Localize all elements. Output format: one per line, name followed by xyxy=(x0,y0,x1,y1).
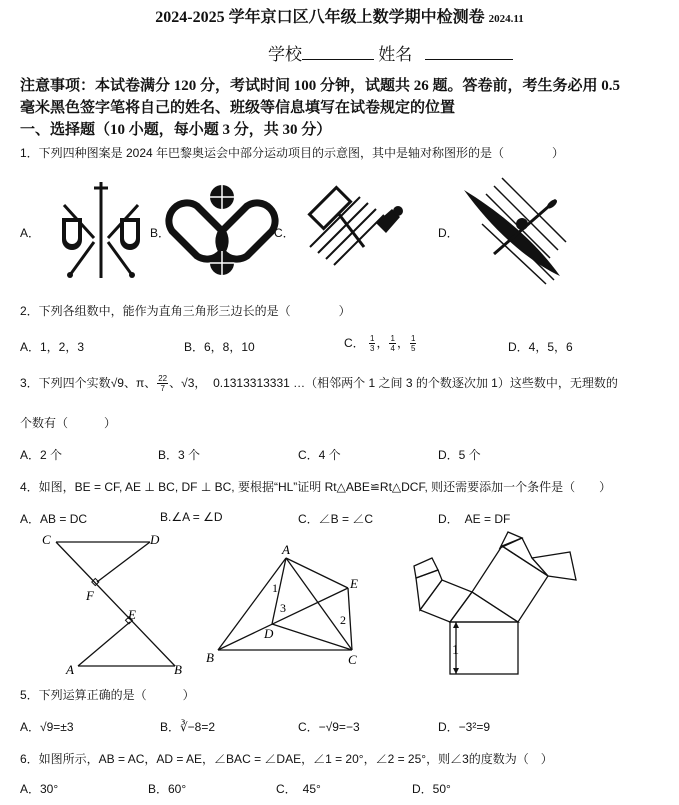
label-A: A xyxy=(282,542,290,557)
label-B: B xyxy=(174,662,182,677)
q1-option-b[interactable]: B． xyxy=(150,226,171,240)
label-D: D xyxy=(150,532,160,547)
q5-option-c[interactable]: C．−√9=−3 xyxy=(298,720,360,734)
basketball-icon xyxy=(172,183,272,279)
q3-option-a[interactable]: A．2 个 xyxy=(20,448,63,462)
q6-option-a[interactable]: A．30° xyxy=(20,782,59,796)
figure-q6-triangles xyxy=(200,540,370,670)
q6-option-d[interactable]: D．50° xyxy=(412,782,451,796)
label-E: E xyxy=(128,607,136,622)
badminton-icon xyxy=(298,183,408,273)
q5-option-b[interactable]: B．∛−8=2 xyxy=(160,720,216,734)
q2-option-c-prefix: C． xyxy=(344,336,365,350)
q4-stem: 4．如图，BE = CF, AE ⊥ BC, DF ⊥ BC, 要根据“HL”证明 Rt△ABE≌Rt△DCF, 则还需要添加一个条件是（ ） xyxy=(20,480,612,494)
title-text: 2024-2025 学年京口区八年级上数学期中检测卷 xyxy=(155,9,485,26)
school-label: 学校 xyxy=(268,45,302,64)
sqrt-9: √9 xyxy=(110,376,124,390)
q5-option-d[interactable]: D．−3²=9 xyxy=(438,720,491,734)
fraction-1-3: $\frac{1}{3}$ xyxy=(370,334,375,354)
q3-stem: 3．下列四个实数√9、π、 $\frac{22}{7}$、√3， 0.1313313331 …（相邻两个 1 之间 3 的个数逐次加 1）这些数中，无理数的 xyxy=(20,374,618,394)
q2-stem: 2．下列各组数中，能作为直角三角形三边长的是（ ） xyxy=(20,304,351,318)
q1-stem: 1．下列四种图案是 2024 年巴黎奥运会中部分运动项目的示意图，其中是轴对称图形的是（ ） xyxy=(20,146,565,160)
q2-option-a[interactable]: A．1，2，3 xyxy=(20,340,85,354)
q1-option-d[interactable]: D． xyxy=(438,226,459,240)
q1-option-c[interactable]: C． xyxy=(274,226,295,240)
label-C: C xyxy=(42,532,51,547)
q4-option-b[interactable]: B.∠A = ∠D xyxy=(160,510,223,524)
q3-option-c[interactable]: C．4 个 xyxy=(298,448,341,462)
q6-option-b[interactable]: B．60° xyxy=(148,782,187,796)
label-E: E xyxy=(350,576,358,591)
label-D: D xyxy=(264,626,274,641)
label-A: A xyxy=(66,662,74,677)
label-C: C xyxy=(348,652,357,667)
label-F: F xyxy=(86,588,94,603)
exam-date: 2024.11 xyxy=(488,13,524,25)
q3-option-d[interactable]: D．5 个 xyxy=(438,448,481,462)
side-length-1: 1 xyxy=(452,643,459,658)
canoe-icon xyxy=(460,176,572,286)
q5-stem: 5．下列运算正确的是（ ） xyxy=(20,688,195,702)
q3-stem-end: 个数有（ ） xyxy=(20,416,117,430)
figure-q4-triangles xyxy=(30,530,200,680)
exam-title xyxy=(0,4,679,27)
section-heading: 一、选择题（10 小题，每小题 3 分，共 30 分） xyxy=(20,122,332,138)
q2-option-c[interactable]: C． $\frac{1}{3}$， $\frac{1}{4}$， $\frac{1}{5}$ xyxy=(344,334,416,354)
q6-option-c[interactable]: C． 45° xyxy=(276,782,321,796)
angle-1: 1 xyxy=(272,581,278,595)
fraction-1-4: $\frac{1}{4}$ xyxy=(390,334,395,354)
label-B: B xyxy=(206,650,214,665)
notice-line-1: 注意事项：本试卷满分 120 分，考试时间 100 分钟，试题共 26 题。答卷前，考生务必用 0.5 xyxy=(20,78,621,94)
q4-option-d[interactable]: D． AE = DF xyxy=(438,512,511,526)
school-blank[interactable] xyxy=(302,45,374,60)
q1-option-a[interactable]: A． xyxy=(20,226,41,240)
q4-option-c[interactable]: C．∠B = ∠C xyxy=(298,512,374,526)
angle-2: 2 xyxy=(340,613,346,627)
q3-option-b[interactable]: B．3 个 xyxy=(158,448,201,462)
figure-pythagoras-tree xyxy=(412,530,582,680)
angle-3: 3 xyxy=(280,601,286,615)
notice-line-2: 毫米黑色签字笔将自己的姓名、班级等信息填写在试卷规定的位置 xyxy=(20,100,456,116)
fencing-icon xyxy=(44,180,154,280)
q6-stem: 6．如图所示，AB = AC，AD = AE，∠BAC = ∠DAE，∠1 = 20°，∠2 = 25°，则∠3的度数为（ ） xyxy=(20,752,553,766)
sqrt-3: 、√3， xyxy=(169,376,207,390)
q5-option-a[interactable]: A．√9=±3 xyxy=(20,720,74,734)
q2-option-d[interactable]: D．4，5，6 xyxy=(508,340,573,354)
school-name-line xyxy=(268,40,513,65)
q2-option-b[interactable]: B．6，8，10 xyxy=(184,340,255,354)
fraction-22-7: $\frac{22}{7}$ xyxy=(158,374,168,394)
fraction-1-5: $\frac{1}{5}$ xyxy=(410,334,416,354)
name-blank[interactable] xyxy=(425,45,513,60)
q4-option-a[interactable]: A．AB = DC xyxy=(20,512,88,526)
name-label: 姓名 xyxy=(378,45,413,64)
